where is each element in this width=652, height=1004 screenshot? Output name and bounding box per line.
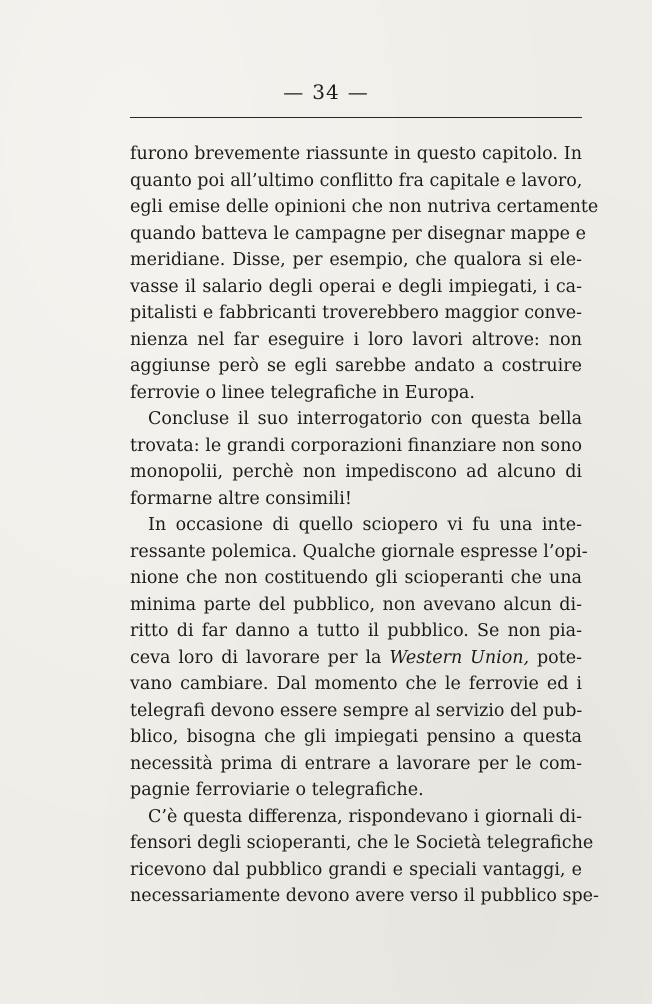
text-line: telegrafi devono essere sempre al servizio del pub- <box>130 700 583 721</box>
text-line: ritto di far danno a tutto il pubblico. Se non pia- <box>130 621 582 641</box>
text-segment: pote- <box>536 647 582 668</box>
text-line: nienza nel far eseguire i loro lavori altrove: non <box>130 329 582 350</box>
text-line: quanto poi all’ultimo conflitto fra capitale e lavoro, <box>130 170 583 191</box>
text-line: vasse il salario degli operai e degli impiegati, i ca- <box>130 276 582 297</box>
text-line: meridiane. Disse, per esempio, che qualora si ele- <box>130 250 582 270</box>
text-line: ricevono dal pubblico grandi e speciali vantaggi, e <box>130 859 582 880</box>
text-line: pitalisti e fabbricanti troverebbero maggior conve- <box>130 303 582 323</box>
body-text <box>130 141 599 910</box>
text-line: minima parte del pubblico, non avevano alcun di- <box>130 594 582 615</box>
company-name-italic: Western Union, <box>389 647 530 668</box>
text-line: Concluse il suo interrogatorio con questa bella <box>148 409 582 429</box>
text-segment: ceva loro di lavorare per la <box>130 647 382 668</box>
text-line: ferrovie o linee telegrafiche in Europa. <box>130 382 475 403</box>
header-rule <box>130 117 582 118</box>
text-line: quando batteva le campagne per disegnar mappe e <box>130 223 586 244</box>
text-line: ressante polemica. Qualche giornale espresse l’opi- <box>130 541 588 562</box>
text-line: blico, bisogna che gli impiegati pensino a questa <box>130 727 582 747</box>
header-dash-right: — <box>347 80 369 104</box>
page-header <box>0 80 652 104</box>
text-line: monopolii, perchè non impediscono ad alcuno di <box>130 462 582 482</box>
text-line: necessariamente devono avere verso il pubblico spe- <box>130 886 599 906</box>
text-line: pagnie ferroviarie o telegrafiche. <box>130 780 424 800</box>
text-line: necessità prima di entrare a lavorare per le com- <box>130 753 582 774</box>
page-number: 34 <box>312 80 340 104</box>
text-line: aggiunse però se egli sarebbe andato a costruire <box>130 356 582 376</box>
header-dash-left: — <box>283 80 305 104</box>
text-line: formarne altre consimili! <box>130 488 352 509</box>
text-line-with-italic <box>130 645 582 672</box>
text-line: vano cambiare. Dal momento che le ferrovie ed i <box>130 674 582 694</box>
text-line: In occasione di quello sciopero vi fu una inte- <box>148 515 582 535</box>
text-line: fensori degli scioperanti, che le Società telegrafiche <box>130 833 594 853</box>
text-line: egli emise delle opinioni che non nutriva certamente <box>130 197 599 217</box>
text-line: C’è questa differenza, rispondevano i giornali di- <box>148 806 582 827</box>
text-line: nione che non costituendo gli scioperanti che una <box>130 568 582 588</box>
text-line: trovata: le grandi corporazioni finanziare non sono <box>130 435 582 456</box>
text-line: furono brevemente riassunte in questo capitolo. In <box>130 144 582 164</box>
